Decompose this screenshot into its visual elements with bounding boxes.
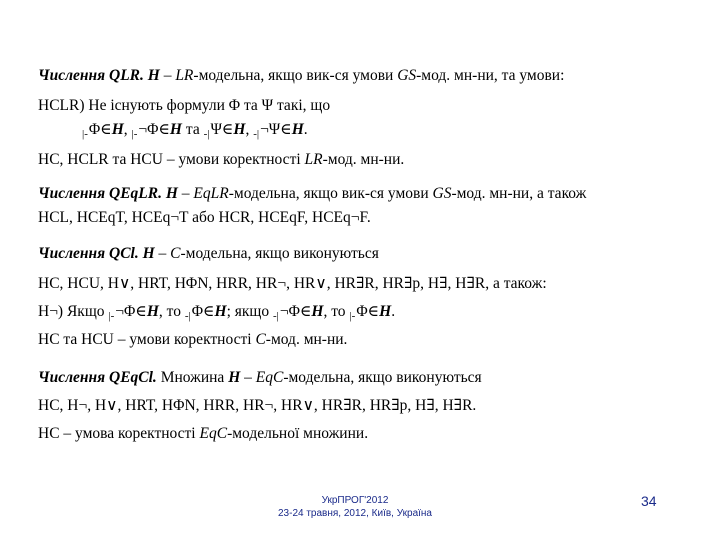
section4-var: H (228, 369, 241, 386)
section1-model: LR (175, 67, 194, 84)
page-number: 34 (641, 493, 657, 509)
section3-cond-text: HC та HCU – умови коректності (38, 331, 256, 348)
section1-cond-end: -мод. мн-ни. (322, 151, 405, 168)
rule-mid: , то (323, 303, 350, 320)
formula-end: . (303, 121, 308, 138)
section2-heading: Числення QEqLR. (38, 185, 162, 202)
section2-model: EqLR (193, 185, 229, 202)
section3-cond-model: C (255, 331, 266, 348)
section1-text2: -мод. мн-ни, та умови: (416, 67, 565, 84)
section1-gs: GS (397, 67, 417, 84)
formula-h: H (214, 303, 227, 320)
section1-dash: – (159, 67, 176, 84)
section1-cond-text: HC, HCLR та HCU – умови коректності (38, 151, 305, 168)
formula-h: H (291, 121, 304, 138)
section3-heading: Числення QCl. (38, 245, 139, 262)
formula-h: H (146, 303, 159, 320)
section2-conditions: HCL, HCEqT, HCEq¬T або HCR, HCEqF, HCEq¬F. (38, 209, 371, 226)
section2-heading-line (38, 184, 586, 204)
footer-conference: УкрПРОГ'2012 (321, 495, 389, 506)
section4-model: EqC (255, 369, 284, 386)
rule-mid: ; якщо (226, 303, 273, 320)
section1-heading: Числення QLR. (38, 67, 144, 84)
turnstile: -| (273, 310, 279, 322)
section4-list: HC, H¬, H∨, HRT, HΦN, HRR, HR¬, HR∨, HR∃R, HR∃p, H∃, H∃R. (38, 397, 477, 414)
formula-h: H (233, 121, 246, 138)
section2-text1: -модельна, якщо вик-ся умови (228, 185, 433, 202)
section4-dash: – (240, 369, 256, 386)
turnstile: -| (253, 128, 260, 140)
turnstile: |- (349, 310, 356, 322)
section4-conditions (38, 424, 368, 444)
section4-cond-text: HC – умова коректності (38, 425, 200, 442)
rule-end: . (391, 303, 396, 320)
formula-h: H (169, 121, 182, 138)
section3-cond-end: -мод. мн-ни. (265, 331, 348, 348)
footer-date-location: 23-24 травня, 2012, Київ, Україна (278, 508, 432, 519)
section1-conditions (38, 150, 404, 170)
formula-sep: , (123, 121, 132, 138)
section4-cond-model: EqC (199, 425, 228, 442)
section4-text1: Множина (156, 369, 229, 386)
formula-sep: , (245, 121, 254, 138)
section3-conditions (38, 330, 347, 350)
section1-text1: -модельна, якщо вик-ся умови (193, 67, 398, 84)
formula-part: ¬Ψ∈ (260, 121, 292, 138)
section2-var: H (165, 185, 178, 202)
section1-var: H (147, 67, 160, 84)
formula-h: H (379, 303, 392, 320)
formula-part: Φ∈ (191, 303, 215, 320)
formula-part: ¬Φ∈ (138, 121, 170, 138)
section4-heading-line (38, 368, 482, 388)
turnstile: -| (203, 128, 210, 140)
section3-heading-line (38, 244, 379, 264)
turnstile: |- (108, 310, 115, 322)
section3-dash: – (154, 245, 171, 262)
section4-text2: -модельна, якщо виконуються (283, 369, 482, 386)
section4-cond-end: -модельної множини. (227, 425, 369, 442)
section4-heading: Числення QEqCl. (38, 369, 157, 386)
section1-hclr-line: HCLR) Не існують формули Φ та Ψ такі, що (38, 97, 331, 114)
section2-text2: -мод. мн-ни, а також (451, 185, 587, 202)
section3-var: H (142, 245, 155, 262)
formula-h: H (311, 303, 324, 320)
turnstile: |- (82, 128, 88, 140)
formula-part: Φ∈ (88, 121, 112, 138)
formula-sep: та (181, 121, 204, 138)
formula-part: Φ∈ (356, 303, 380, 320)
section1-formulas (82, 120, 308, 141)
section1-cond-model: LR (304, 151, 323, 168)
section3-list: HC, HCU, H∨, HRT, HΦN, HRR, HR¬, HR∨, HR∃R, HR∃p, H∃, H∃R, а також: (38, 275, 547, 292)
section3-rule (38, 302, 395, 323)
section3-text1: -модельна, якщо виконуються (180, 245, 379, 262)
turnstile: |- (131, 128, 138, 140)
formula-h: H (111, 121, 124, 138)
section1-heading-line (38, 66, 564, 86)
rule-mid: , то (158, 303, 185, 320)
turnstile: -| (184, 310, 191, 322)
section2-dash: – (177, 185, 194, 202)
formula-part: Ψ∈ (210, 121, 234, 138)
section3-model: C (170, 245, 181, 262)
section2-gs: GS (432, 185, 452, 202)
rule-prefix: H¬) Якщо (38, 303, 109, 320)
formula-part: ¬Φ∈ (279, 303, 312, 320)
formula-part: ¬Φ∈ (115, 303, 147, 320)
